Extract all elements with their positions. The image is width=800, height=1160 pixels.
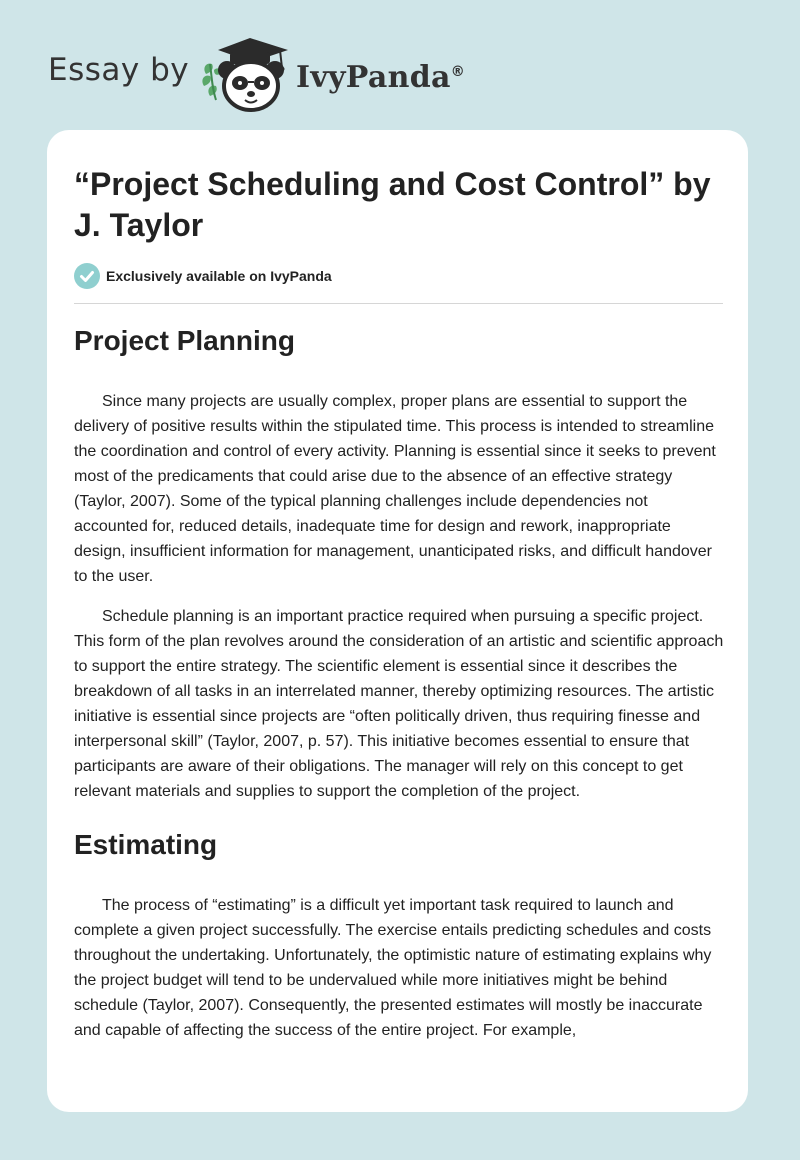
section-heading-estimating: Estimating	[74, 829, 218, 860]
paragraph: Schedule planning is an important practice required when pursuing a specific project. This form of the plan revolves around the consideration of an artistic and scientific approach to support the entire strategy. The scientific element is essential since it describes the breakdown of all tasks in an interrelated manner, thereby optimizing resources. The artistic initiative is essential since projects are “often politically driven, thus requiring finesse and interpersonal skill” (Taylor, 2007, p. 57). This initiative becomes essential to ensure that participants are aware of their obligations. The manager will rely on this concept to get relevant materials and supplies to support the completion of the project.	[74, 608, 724, 800]
paragraph: Since many projects are usually complex, proper plans are essential to support the delivery of positive results within the stipulated time. This process is intended to streamline the coordination and control of every activity. Planning is essential since it seeks to prevent most of the predicaments that could arise due to the absence of an effective strategy (Taylor, 2007). Some of the typical planning challenges include dependencies not accounted for, reduced details, inadequate time for design and rework, inappropriate design, insufficient information for management, unanticipated risks, and difficult handover to the user.	[74, 393, 716, 585]
site-header	[0, 0, 800, 130]
check-circle-icon	[74, 263, 100, 289]
brand-logo-text[interactable]	[296, 52, 465, 98]
title-divider	[74, 303, 723, 304]
essay-title: “Project Scheduling and Cost Control” by J. Taylor	[74, 166, 711, 243]
exclusive-badge	[74, 262, 332, 290]
panda-graduate-icon	[200, 34, 294, 114]
brand-name: IvyPanda	[296, 60, 451, 95]
paragraph: The process of “estimating” is a difficult yet important task required to launch and complete a given project successfully. The exercise entails predicting schedules and costs throughout the undertaking. Unfortunately, the optimistic nature of estimating explains why the project budget will tend to be undervalued while more initiatives might be behind schedule (Taylor, 2007). Consequently, the presented estimates will mostly be inaccurate and capable of affecting the success of the entire project. For example,	[74, 897, 712, 1039]
registered-mark: ®	[450, 64, 466, 80]
essay-card	[47, 130, 748, 1112]
section-heading-project-planning: Project Planning	[74, 325, 295, 356]
essay-by-label: Essay by	[48, 52, 190, 88]
exclusive-badge-text: Exclusively available on IvyPanda	[106, 268, 332, 284]
essay-body	[74, 323, 724, 1043]
